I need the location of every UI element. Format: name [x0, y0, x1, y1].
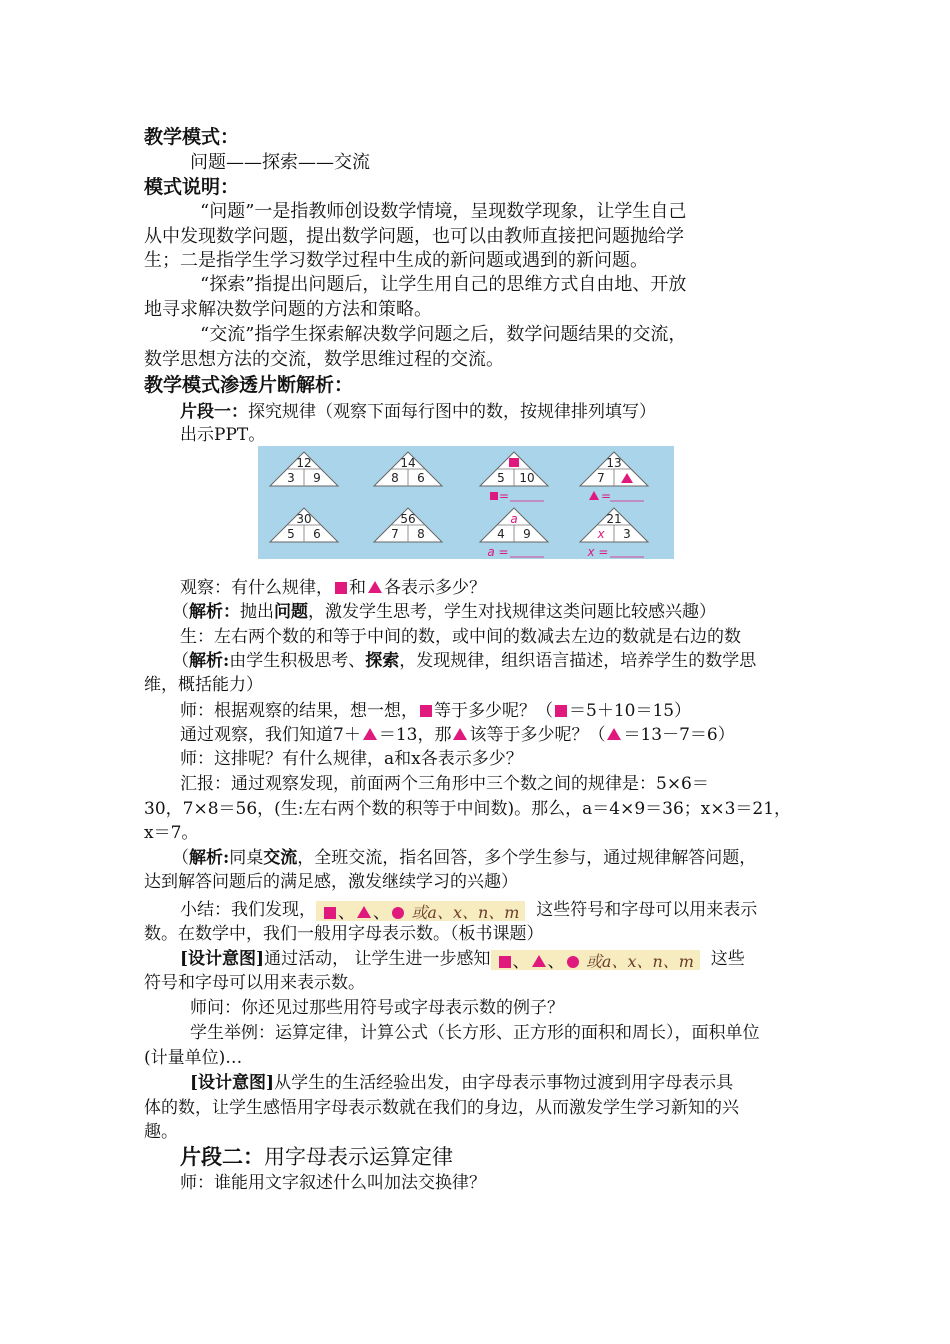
triangle-left-value: 7	[597, 471, 605, 485]
square-icon	[490, 492, 498, 500]
student-example-cont: (计量单位)…	[144, 1048, 243, 1068]
circle-icon	[392, 907, 404, 919]
paragraph-line: 数学思想方法的交流，数学思维过程的交流。	[144, 349, 504, 370]
segment-two-line	[180, 1145, 453, 1169]
paragraph-line: “交流”指学生探索解决数学问题之后，数学问题结果的交流，	[200, 324, 687, 345]
analysis-3-cont: 达到解答问题后的满足感，激发继续学习的兴趣）	[144, 872, 518, 892]
triangle-right-value: 9	[523, 527, 531, 541]
design-intent-2-cont: 趣。	[144, 1122, 178, 1142]
triangle-right-value: 8	[417, 527, 425, 541]
triangle-left-value: 5	[287, 527, 295, 541]
teacher-text: ＝13－7＝6）	[623, 725, 735, 745]
summary-text: 这些符号和字母可以用来表示	[536, 900, 758, 920]
triangle-left-value: 3	[287, 471, 295, 485]
teacher-line-3: 师：这排呢？有什么规律，a和x各表示多少？	[180, 749, 523, 769]
square-icon	[324, 907, 336, 919]
segment-two-text: 用字母表示运算定律	[264, 1145, 453, 1169]
summary-cont: 数。在数学中，我们一般用字母表示数。（板书课题）	[144, 924, 544, 944]
observe-text: 观察：有什么规律，	[180, 578, 333, 598]
triangle-top-value: 13	[606, 456, 622, 470]
design-intent-text: 这些	[710, 949, 745, 969]
heading-analysis: 教学模式渗透片断解析：	[144, 374, 354, 396]
blank-equals: =	[600, 489, 612, 503]
analysis-label: 解析:	[189, 848, 230, 868]
paragraph-line: “问题”一是指教师创设数学情境，呈现数学现象，让学生自己	[200, 201, 687, 222]
segment-one-text: 探究规律（观察下面每行图中的数，按规律排列填写）	[248, 402, 656, 422]
triangle-left-value: 7	[391, 527, 399, 541]
analysis-emphasis: 交流	[263, 848, 298, 868]
square-icon	[555, 705, 567, 717]
show-ppt: 出示PPT。	[180, 425, 266, 445]
analysis-1	[172, 600, 716, 624]
mode-text: 问题——探索——交流	[190, 152, 370, 173]
square-icon	[335, 582, 347, 594]
analysis-text: 抛出	[240, 602, 274, 622]
analysis-label: 解析:	[189, 651, 230, 671]
segment-two-label: 片段二：	[180, 1144, 264, 1169]
analysis-text: ，全班交流，指名回答，多个学生参与，通过规律解答问题，	[297, 848, 757, 868]
blank-label: a =	[487, 545, 509, 559]
analysis-3	[172, 846, 756, 870]
design-intent-1	[180, 947, 745, 971]
symbol-strip: 、 、 或a、x、n、m	[491, 950, 700, 970]
triangle-right-value: 10	[519, 471, 535, 485]
observe-and: 和	[349, 578, 366, 598]
student-answer: 生：左右两个数的和等于中间的数，或中间的数减去左边的数就是右边的数	[180, 627, 741, 647]
design-intent-text: 从学生的生活经验出发，由字母表示事物过渡到用字母表示具	[274, 1073, 734, 1093]
analysis-text: 由学生积极思考、	[229, 651, 366, 671]
triangle-left-value: 5	[497, 471, 505, 485]
teacher-text: ＝13，那	[378, 725, 452, 745]
paren: （	[172, 848, 189, 868]
triangle-icon	[357, 906, 371, 918]
paren: （	[172, 602, 189, 622]
teacher-line-2	[180, 723, 735, 747]
analysis-emphasis: 问题	[274, 602, 308, 622]
summary-line	[180, 898, 757, 922]
triangle-right-value: 6	[313, 527, 321, 541]
report-line: x＝7。	[144, 823, 199, 843]
triangle-icon	[532, 955, 546, 967]
triangle-top-value: 12	[296, 456, 312, 470]
paragraph-line: 从中发现数学问题，提出数学问题，也可以由教师直接把问题抛给学	[144, 226, 684, 247]
paragraph-line: 生；二是指学生学习数学过程中生成的新问题或遇到的新问题。	[144, 250, 648, 271]
teacher-question: 师问：你还见过那些用符号或字母表示数的例子？	[190, 998, 564, 1018]
observe-question: 各表示多少？	[384, 578, 486, 598]
analysis-text: ，发现规律，组织语言描述，培养学生的数学思	[399, 651, 757, 671]
triangle-right-value: 3	[623, 527, 631, 541]
segment-one-line	[180, 400, 656, 424]
symbol-letters: 或a、x、n、m	[411, 903, 520, 922]
triangle-icon	[363, 728, 377, 740]
analysis-text: 同桌	[229, 848, 264, 868]
report-line: 汇报：通过观察发现，前面两个三角形中三个数之间的规律是：5×6＝	[180, 774, 709, 794]
paragraph-line: “探索”指提出问题后，让学生用自己的思维方式自由地、开放	[200, 274, 687, 295]
teacher-final-question: 师：谁能用文字叙述什么叫加法交换律？	[180, 1173, 486, 1193]
teacher-line-1	[180, 699, 691, 723]
teacher-text: 通过观察，我们知道7＋	[180, 725, 361, 745]
ppt-pattern-image	[258, 446, 674, 559]
analysis-label: 解析：	[189, 602, 240, 622]
triangle-top-value: 14	[400, 456, 416, 470]
triangle-icon	[607, 728, 621, 740]
analysis-2-cont: 维，概括能力）	[144, 675, 263, 695]
design-intent-label: [设计意图]	[180, 949, 265, 969]
triangle-puzzles	[258, 446, 674, 559]
triangle-left-value: 4	[497, 527, 505, 541]
teacher-text: 该等于多少呢？（	[469, 725, 606, 745]
report-line: 30，7×8＝56，(生:左右两个数的积等于中间数)。那么，a＝4×9＝36；x×3＝21，	[144, 799, 792, 819]
square-icon	[509, 458, 519, 467]
analysis-emphasis: 探索	[365, 651, 400, 671]
triangle-icon	[589, 491, 599, 500]
analysis-text: ，激发学生思考，学生对找规律这类问题比较感兴趣）	[308, 602, 716, 622]
design-intent-2	[190, 1071, 733, 1095]
triangle-right-value: 9	[313, 471, 321, 485]
blank-label: x =	[587, 545, 609, 559]
student-example: 学生举例：运算定律，计算公式（长方形、正方形的面积和周长），面积单位	[190, 1023, 760, 1043]
symbol-strip: 、 、 或a、x、n、m	[316, 901, 525, 921]
design-intent-2-cont: 体的数，让学生感悟用字母表示数就在我们的身边，从而激发学生学习新知的兴	[144, 1098, 739, 1118]
triangle-top-value: 56	[400, 512, 416, 526]
observe-line	[180, 576, 486, 600]
segment-one-label: 片段一：	[180, 402, 248, 422]
triangle-left-value: x	[597, 527, 605, 541]
paren: （	[172, 651, 189, 671]
square-icon	[420, 705, 432, 717]
triangle-right-value: 6	[417, 471, 425, 485]
paragraph-line: 地寻求解决数学问题的方法和策略。	[144, 299, 432, 320]
blank-equals: =	[498, 489, 510, 503]
circle-icon	[567, 956, 579, 968]
triangle-left-value: 8	[391, 471, 399, 485]
summary-text: 小结：我们发现，	[180, 900, 316, 920]
teacher-text: 等于多少呢？（	[434, 701, 553, 721]
heading-mode-explain: 模式说明：	[144, 176, 240, 198]
teacher-text: ＝5＋10＝15）	[569, 701, 692, 721]
symbol-letters: 或a、x、n、m	[585, 952, 694, 971]
teacher-text: 师：根据观察的结果，想一想，	[180, 701, 418, 721]
analysis-2	[172, 649, 756, 673]
heading-teaching-mode: 教学模式：	[144, 126, 240, 148]
triangle-top-value: 30	[296, 512, 312, 526]
triangle-top-value: a	[510, 512, 518, 526]
design-intent-text: 通过活动， 让学生进一步感知	[264, 949, 491, 969]
triangle-top-value: 21	[606, 512, 622, 526]
square-icon	[499, 956, 511, 968]
triangle-icon	[453, 728, 467, 740]
design-intent-label: [设计意图]	[190, 1073, 275, 1093]
triangle-icon	[368, 581, 382, 593]
design-intent-1-cont: 符号和字母可以用来表示数。	[144, 973, 365, 993]
